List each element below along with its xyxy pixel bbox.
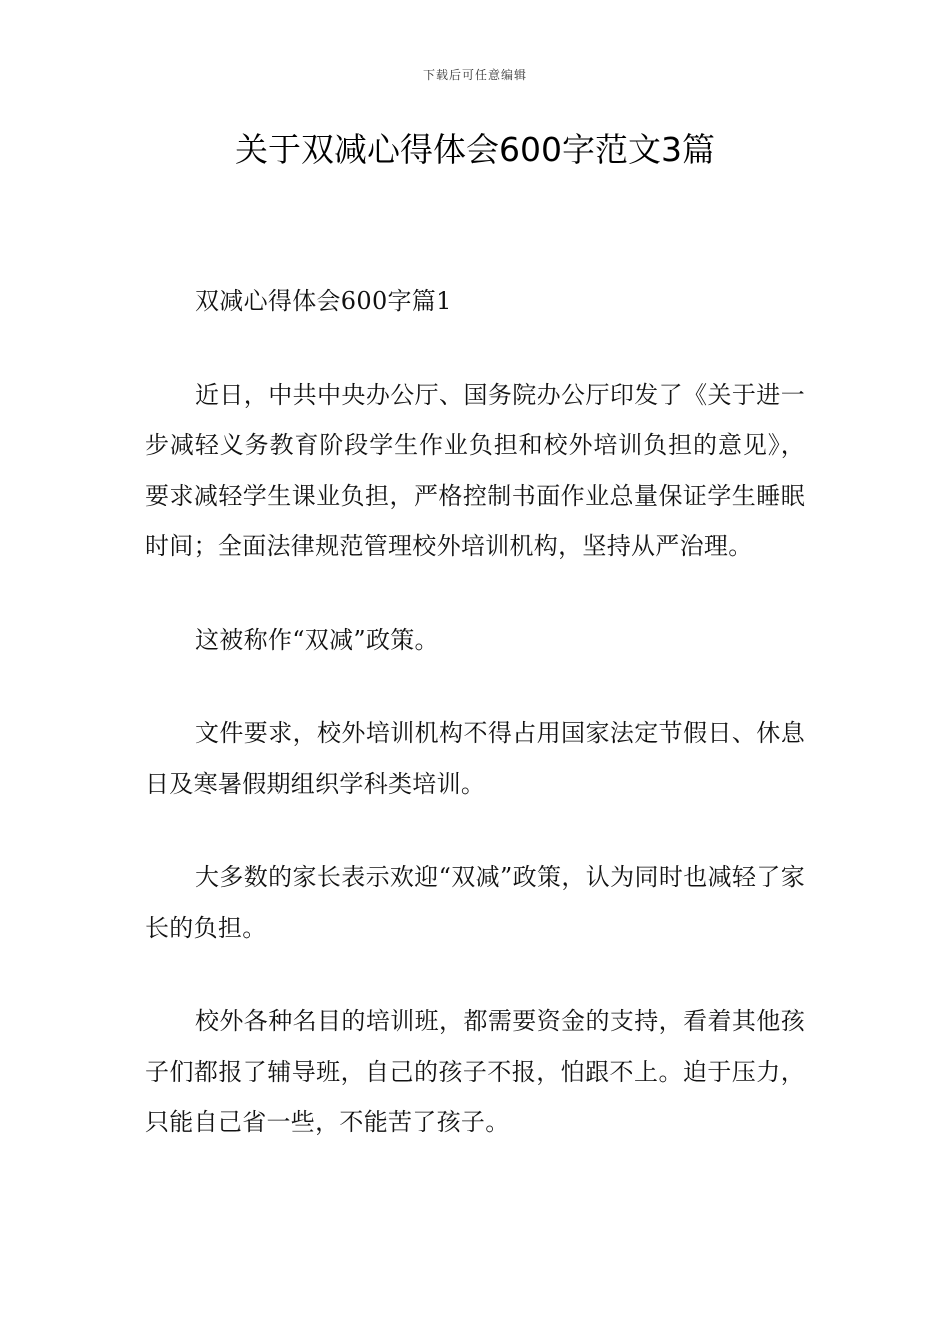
paragraph: 大多数的家长表示欢迎“双减”政策，认为同时也减轻了家长的负担。 [145,863,805,942]
paragraph: 这被称作“双减”政策。 [195,625,439,654]
paragraph: 校外各种名目的培训班，都需要资金的支持，看着其他孩子们都报了辅导班，自己的孩子不报，怕跟不上。迫于压力，只能自己省一些，不能苦了孩子。 [145,1007,805,1136]
paragraph: 文件要求，校外培训机构不得占用国家法定节假日、休息日及寒暑假期组织学科类培训。 [145,719,805,798]
document-body [145,276,805,1148]
paragraph: 近日，中共中央办公厅、国务院办公厅印发了《关于进一步减轻义务教育阶段学生作业负担和校外培训负担的意见》，要求减轻学生课业负担，严格控制书面作业总量保证学生睡眠时间；全面法律规范管理校外培训机构，坚持从严治理。 [145,380,805,560]
section-heading: 双减心得体会600字篇1 [195,287,452,315]
header-note: 下载后可任意编辑 [422,68,527,82]
document-title: 关于双减心得体会600字范文3篇 [235,130,715,169]
